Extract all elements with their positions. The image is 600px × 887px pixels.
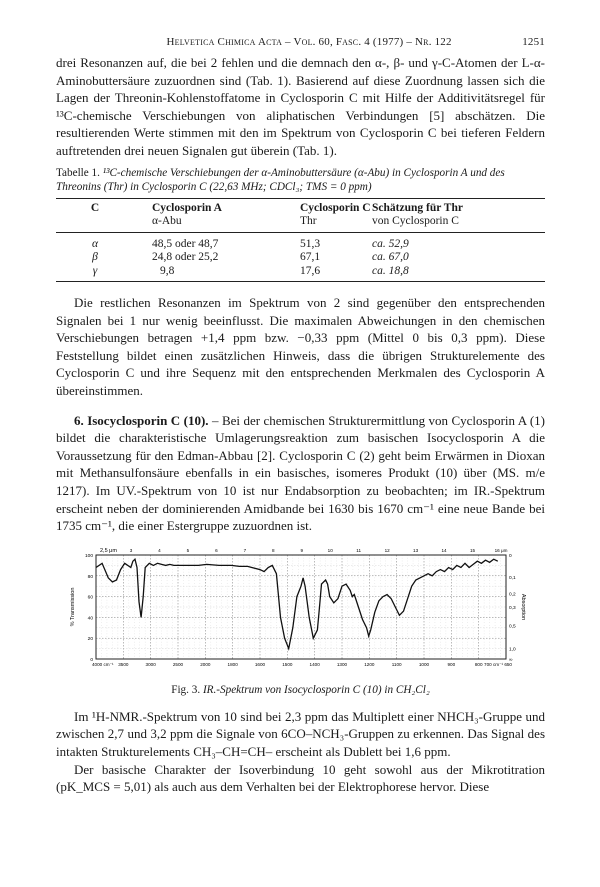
cell-csc: 17,6 (300, 265, 372, 282)
right-tick-label: 1,0 (509, 647, 516, 653)
figure-caption-text: IR.-Spektrum von Isocyclosporin C (10) in CH₂Cl₂ (202, 683, 430, 696)
cell-csa: 9,8 (134, 265, 300, 282)
col-subheader-c (56, 215, 134, 232)
cell-csa: 48,5 oder 48,7 (152, 237, 219, 250)
ir-figure (56, 543, 545, 696)
top-tick-label: 9 (300, 547, 304, 553)
top-tick-label: 5 (186, 547, 190, 553)
section-heading: 6. Isocyclosporin C (10). (74, 412, 209, 428)
left-tick-label: 0 (90, 657, 93, 663)
top-tick-label: 14 (441, 547, 447, 553)
shift-table (56, 198, 545, 283)
top-tick-label: 6 (215, 547, 218, 553)
table-row (56, 265, 545, 282)
col-subheader-est: von Cyclosporin C (372, 215, 545, 232)
col-header-csc: Cyclosporin C (300, 198, 372, 215)
right-axis-label: Absorption (520, 593, 526, 620)
top-tick-label: 15 (469, 547, 476, 553)
top-tick-label: 4 (158, 547, 161, 553)
cell-csa: 24,8 oder 25,2 (152, 251, 219, 264)
left-tick-label: 20 (87, 636, 93, 642)
ir-spectrum-plot (56, 543, 545, 675)
bottom-tick-label: 1800 (227, 661, 238, 667)
bottom-tick-label: 1400 (309, 661, 320, 667)
right-tick-label: 0,3 (509, 605, 516, 611)
section-text: – Bei der chemischen Strukturermittlung von Cyclosporin A (1) bildet die charakteristische Umlagerungsreaktion zum basischen Isocyclosporin A die Voraussetzung für den Edman-Abbau [2]. Cyclosporin C (2) geht beim Erwärmen in Dioxan mit Methansulfonsäure ebenfalls in ein basisches, isomeres Produkt (10) über (MS. m/e 1217). Im UV.-Spektrum von 10 ist nur Endabsorption zu beobachten; im IR.-Spektrum erscheint neben der dominierenden Amidbande bei 1630 bis 1670 cm⁻¹ eine neue Bande bei 1735 cm⁻¹, die einer Estergruppe zuzuordnen ist. (56, 412, 546, 534)
spectrum-trace (96, 559, 498, 648)
figure-caption-label: Fig. 3. (171, 683, 203, 696)
bottom-axis-ticks (92, 662, 512, 667)
bottom-tick-label: 3000 (145, 661, 156, 667)
top-tick-label: 16 μm (494, 547, 508, 553)
top-tick-label: 11 (356, 547, 362, 553)
table-row (56, 232, 545, 251)
cell-est: ca. 67,0 (372, 251, 409, 264)
paragraph-4: Der basische Charakter der Isoverbindung 10 geht sowohl aus der Mikrotitration (pK_MCS = 5,01) als auch aus dem Verhalten bei der Elektrophorese hervor. Diese (56, 761, 545, 795)
bottom-tick-label: 800 (474, 661, 483, 667)
top-tick-label: 13 (413, 547, 419, 553)
bottom-tick-label: 1100 (391, 661, 402, 667)
section-6 (56, 412, 545, 535)
col-header-est: Schätzung für Thr (372, 198, 545, 215)
bottom-tick-label: 2000 (200, 661, 211, 667)
left-tick-label: 80 (87, 574, 93, 580)
top-tick-label: 10 (327, 547, 333, 553)
right-tick-label: ∞ (509, 657, 513, 663)
cell-est: ca. 18,8 (372, 265, 545, 282)
bottom-tick-label: 4000 cm⁻¹ (92, 661, 114, 667)
running-head (56, 36, 545, 48)
plot-grid (96, 555, 506, 659)
cell-csc: 51,3 (300, 237, 321, 250)
cell-est: ca. 52,9 (372, 237, 409, 250)
right-axis-ticks (509, 553, 516, 663)
bottom-tick-label: 1500 (282, 661, 293, 667)
page (56, 36, 545, 796)
top-axis-unit: 2,5 μm (100, 547, 117, 554)
bottom-tick-label: 1600 (254, 661, 266, 667)
col-header-csa: Cyclosporin A (134, 198, 300, 215)
left-tick-label: 40 (87, 616, 93, 622)
right-tick-label: 0 (509, 553, 512, 559)
left-tick-label: 100 (84, 553, 93, 559)
figure-caption (56, 684, 545, 696)
table-row (56, 251, 545, 265)
journal-title: Helvetica Chimica Acta – Vol. 60, Fasc. 4 (1977) – Nr. 122 (166, 36, 452, 48)
bottom-tick-label: 1300 (336, 661, 348, 667)
cell-carbon: α (91, 237, 99, 250)
page-number: 1251 (522, 36, 545, 48)
top-tick-label: 12 (384, 547, 390, 553)
bottom-tick-label: 1000 (418, 661, 430, 667)
bottom-tick-label: 1200 (364, 661, 375, 667)
table-caption (56, 166, 545, 194)
left-axis-label: % Transmission (70, 587, 76, 627)
bottom-tick-label: 2500 (172, 661, 184, 667)
col-header-c: C (56, 198, 134, 215)
paragraph-2: Die restlichen Resonanzen im Spektrum von 2 sind gegenüber den entsprechenden Signalen bei 1 nur wenig beeinflusst. Die maximalen Abweichungen in den chemischen Verschiebungen betragen +1,4 ppm bzw. −0,33 ppm (Mittel 0 bis 0,3 ppm). Diese Feststellung bildet einen zusätzlichen Hinweis, dass die übrigen Strukturelemente des Cyclosporin C und ihre Sequenz mit den entsprechenden Merkmalen des Cyclosporin A übereinstimmen. (56, 295, 545, 399)
col-subheader-csc: Thr (300, 215, 372, 232)
col-subheader-csa: α-Abu (134, 215, 300, 232)
paragraph-3: Im ¹H-NMR.-Spektrum von 10 sind bei 2,3 ppm das Multiplett einer NHCH₃-Gruppe und zwischen 2,7 und 3,2 ppm die Signale von 6CO–NCH₃-Gruppen zu erkennen. Das Signal des intakten Strukturelements CH₃–CH=CH– erscheint als Dublett bei 1,6 ppm. (56, 708, 545, 759)
bottom-tick-label: 3500 (118, 661, 129, 667)
cell-csc: 67,1 (300, 251, 321, 264)
bottom-tick-label: 900 (447, 661, 456, 667)
left-tick-label: 60 (87, 595, 93, 601)
top-tick-label: 8 (272, 547, 275, 553)
left-axis-ticks (85, 553, 93, 663)
bottom-tick-label: 700 cm⁻¹ 650 (484, 661, 512, 667)
cell-carbon: γ (56, 265, 134, 282)
paragraph-1: drei Resonanzen auf, die bei 2 fehlen und die demnach den α-, β- und γ-C-Atomen der L-α-Aminobuttersäure zuzuordnen sind (Tab. 1). Basierend auf diese Zuordnung lassen sich die Lagen der Threonin-Kohlenstoffatome in Cyclosporin C mit Hilfe der Additivitätsregel für ¹³C-chemische Verschiebungen von aliphatischen Verbindungen [5] abschätzen. Die resultierenden Werte stimmen mit den im Spektrum von Cyclosporin C bei tieferen Feldern auftretenden drei neuen Signalen gut überein (Tab. 1). (56, 55, 545, 158)
right-tick-label: 0,5 (509, 624, 516, 630)
right-tick-label: 0,2 (509, 592, 516, 598)
right-tick-label: 0,1 (509, 575, 516, 581)
top-tick-label: 3 (129, 547, 133, 553)
cell-carbon: β (92, 251, 98, 264)
top-axis-ticks (130, 548, 508, 553)
table-caption-label: Tabelle 1. (56, 166, 103, 179)
table-caption-text: ¹³C-chemische Verschiebungen der α-Aminobuttersäure (α-Abu) in Cyclosporin A und des Threonins (Thr) in Cyclosporin C (22,63 MHz; CDCl₃; TMS = 0 ppm) (56, 166, 505, 193)
top-tick-label: 7 (243, 547, 247, 553)
